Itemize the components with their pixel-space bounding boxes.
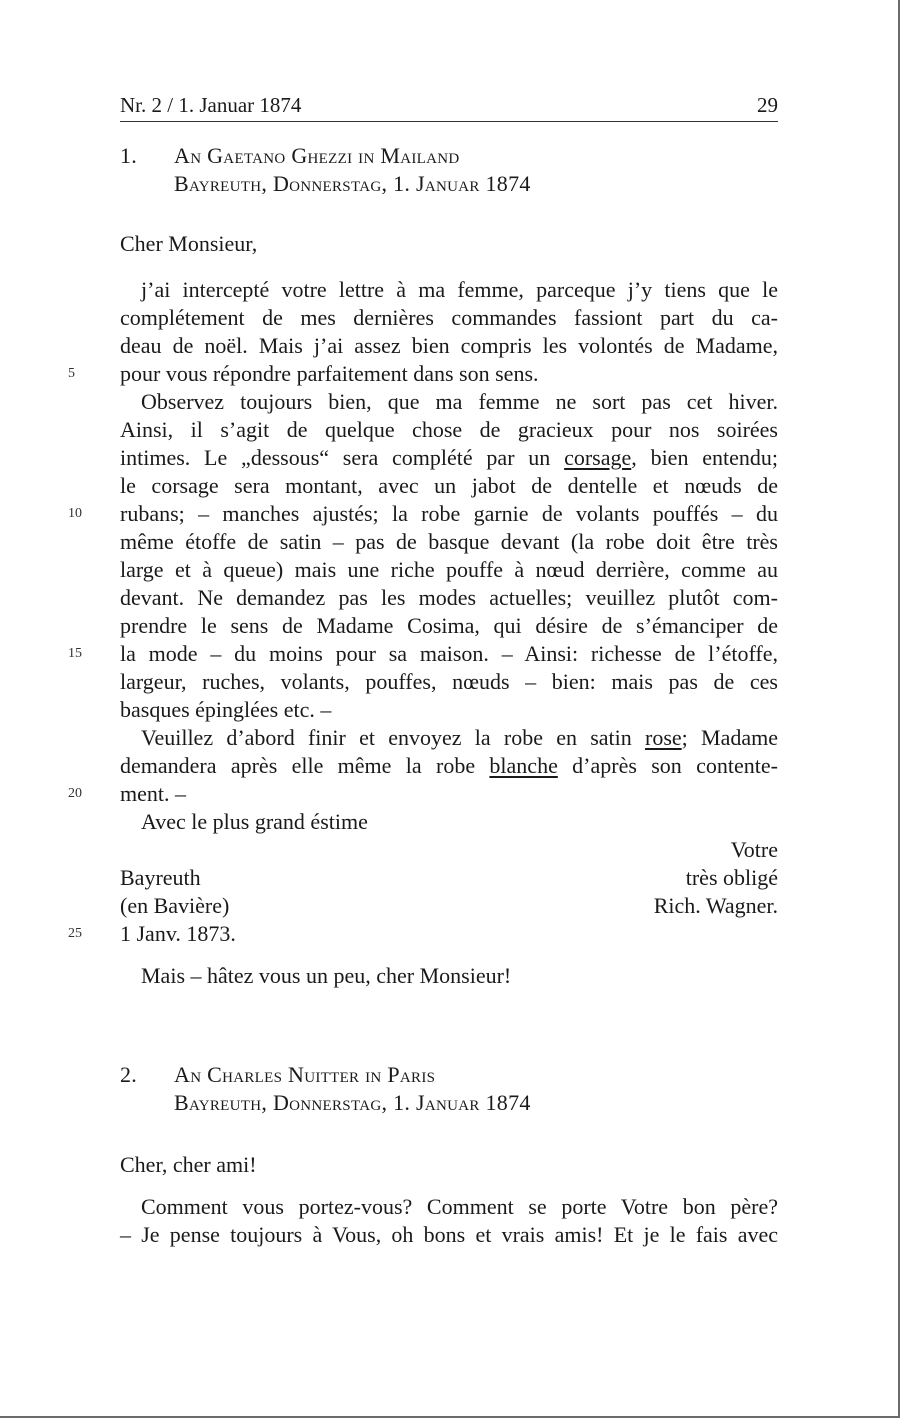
text-line: Observez toujours bien, que ma femme ne sort pas cet hiver. <box>141 389 778 414</box>
text-line: deau de noël. Mais j’ai assez bien compris les volontés de Madame, <box>120 333 778 358</box>
text-line: – Je pense toujours à Vous, oh bons et vrais amis! Et je le fais avec <box>120 1222 778 1247</box>
underlined-word: blanche <box>489 753 558 778</box>
letter-1-heading <box>120 142 778 170</box>
closing-votre: Votre <box>730 837 778 862</box>
underlined-word: corsage <box>564 445 632 470</box>
postscript: Mais – hâtez vous un peu, cher Monsieur! <box>141 963 512 988</box>
margin-line-number: 5 <box>68 366 75 381</box>
text-line <box>141 724 778 752</box>
text-line: large et à queue) mais une riche pouffe à nœud derrière, comme au <box>120 557 778 582</box>
text-line: ment. – <box>120 781 186 806</box>
letter-recipient: An Charles Nuitter in Paris <box>174 1062 436 1087</box>
text-line: rubans; – manches ajustés; la robe garnie de volants pouffés – du <box>120 501 778 526</box>
text-line: largeur, ruches, volants, pouffes, nœuds – bien: mais pas de ces <box>120 669 778 694</box>
text-line: pour vous répondre parfaitement dans son sens. <box>120 361 539 386</box>
text-line: j’ai intercepté votre lettre à ma femme, parceque j’y tiens que le <box>141 277 778 302</box>
closing-tres-oblige: très obligé <box>685 865 778 890</box>
underlined-word: rose <box>645 725 682 750</box>
text-line: Ainsi, il s’agit de quelque chose de gracieux pour nos soirées <box>120 417 778 442</box>
text-line: le corsage sera montant, avec un jabot de dentelle et nœuds de <box>120 473 778 498</box>
letter-number: 1. <box>120 143 138 168</box>
letter-number: 2. <box>120 1062 138 1087</box>
text-span: , bien entendu; <box>631 445 778 470</box>
text-span: demandera après elle même la robe <box>120 753 490 778</box>
text-span: d’après son contente- <box>557 753 778 778</box>
text-line: même étoffe de satin – pas de basque devant (la robe doit être très <box>120 529 778 554</box>
text-line: complétement de mes dernières commandes fassiont part du ca- <box>120 305 778 330</box>
text-line: prendre le sens de Madame Cosima, qui désire de s’émanciper de <box>120 613 778 638</box>
margin-line-number: 15 <box>68 646 82 661</box>
date-written: 1 Janv. 1873. <box>120 921 236 946</box>
text-span: ; Madame <box>681 725 778 750</box>
header-rule <box>120 121 778 122</box>
margin-line-number: 25 <box>68 926 82 941</box>
running-header <box>120 93 778 117</box>
text-line: Comment vous portez-vous? Comment se porte Votre bon père? <box>141 1194 778 1219</box>
letter-2-heading <box>120 1061 778 1089</box>
letter-2-dateline: Bayreuth, Donnerstag, 1. Januar 1874 <box>174 1090 531 1115</box>
letter-2-salutation: Cher, cher ami! <box>120 1152 257 1177</box>
place-line: (en Bavière) <box>120 893 230 918</box>
letter-1-dateline: Bayreuth, Donnerstag, 1. Januar 1874 <box>174 171 531 196</box>
text-line: devant. Ne demandez pas les modes actuelles; veuillez plutôt com- <box>120 585 778 610</box>
text-span: intimes. Le „dessous“ sera complété par un <box>120 445 565 470</box>
text-line <box>120 752 778 780</box>
letter-1-salutation: Cher Monsieur, <box>120 231 258 256</box>
running-title: Nr. 2 / 1. Januar 1874 <box>120 93 302 117</box>
text-span: Veuillez d’abord finir et envoyez la robe en satin <box>141 725 646 750</box>
signature: Rich. Wagner. <box>653 893 778 918</box>
page-number: 29 <box>757 93 778 117</box>
margin-line-number: 20 <box>68 786 82 801</box>
text-line: basques épinglées etc. – <box>120 697 332 722</box>
margin-line-number: 10 <box>68 506 82 521</box>
text-line: Avec le plus grand éstime <box>141 809 368 834</box>
letter-recipient: An Gaetano Ghezzi in Mailand <box>174 143 460 168</box>
text-line <box>120 444 778 472</box>
place-line: Bayreuth <box>120 865 201 890</box>
text-line: la mode – du moins pour sa maison. – Ainsi: richesse de l’étoffe, <box>120 641 778 666</box>
